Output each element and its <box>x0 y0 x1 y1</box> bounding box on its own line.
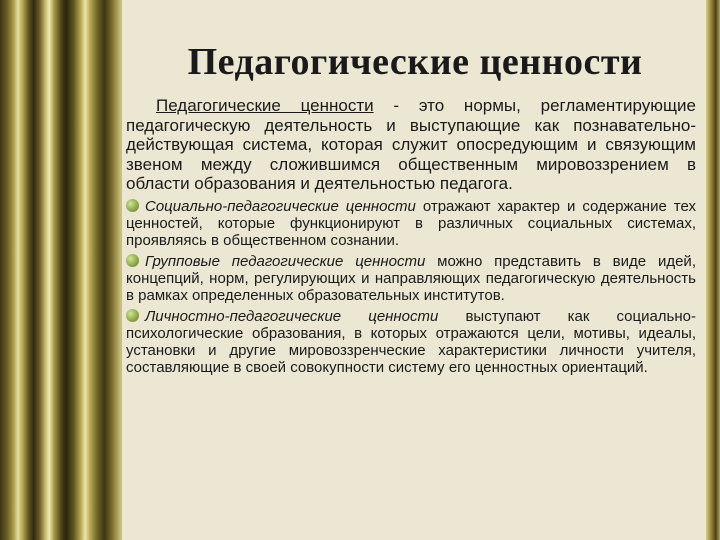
bullet-item-group <box>126 253 696 304</box>
bullet-term: Личностно-педагогические ценности <box>145 307 439 325</box>
bullet-dot-icon <box>126 199 139 212</box>
bullet-term: Социально-педагогические ценности <box>145 197 416 215</box>
intro-definition: - это нормы, регламентирующие педагогическую деятельность и выступающие как познавательно-действующая система, которая служит опосредующим и связующим звеном между сложившимся общественным мировоззрением в области образования и деятельностью педагога. <box>126 96 696 193</box>
gold-right-border <box>706 0 720 540</box>
intro-paragraph <box>126 96 696 194</box>
bullet-item-personal <box>126 308 696 376</box>
bullet-text: отражают характер и содержание тех ценностей, которые функционируют в различных социальных системах, проявляясь в общественном сознании. <box>126 197 696 249</box>
intro-term: Педагогические ценности <box>156 96 374 115</box>
bullet-text: можно представить в виде идей, концепций, норм, регулирующих и направляющих педагогическую деятельность в рамках определенных образовательных институтов. <box>126 252 696 304</box>
slide-panel <box>120 0 706 540</box>
bullet-dot-icon <box>126 309 139 322</box>
bullet-term: Групповые педагогические ценности <box>145 252 426 270</box>
slide-title: Педагогические ценности <box>187 41 643 83</box>
gold-curtain-frame <box>0 0 120 540</box>
bullet-item-social <box>126 198 696 249</box>
bullet-text: выступают как социально-психологические образования, в которых отражаются цели, мотивы, идеалы, установки и другие мировоззренческие характеристики личности учителя, составляющие в своей совокупности систему его ценностных ориентаций. <box>126 307 696 376</box>
slide-content <box>126 96 696 376</box>
bullet-dot-icon <box>126 254 139 267</box>
